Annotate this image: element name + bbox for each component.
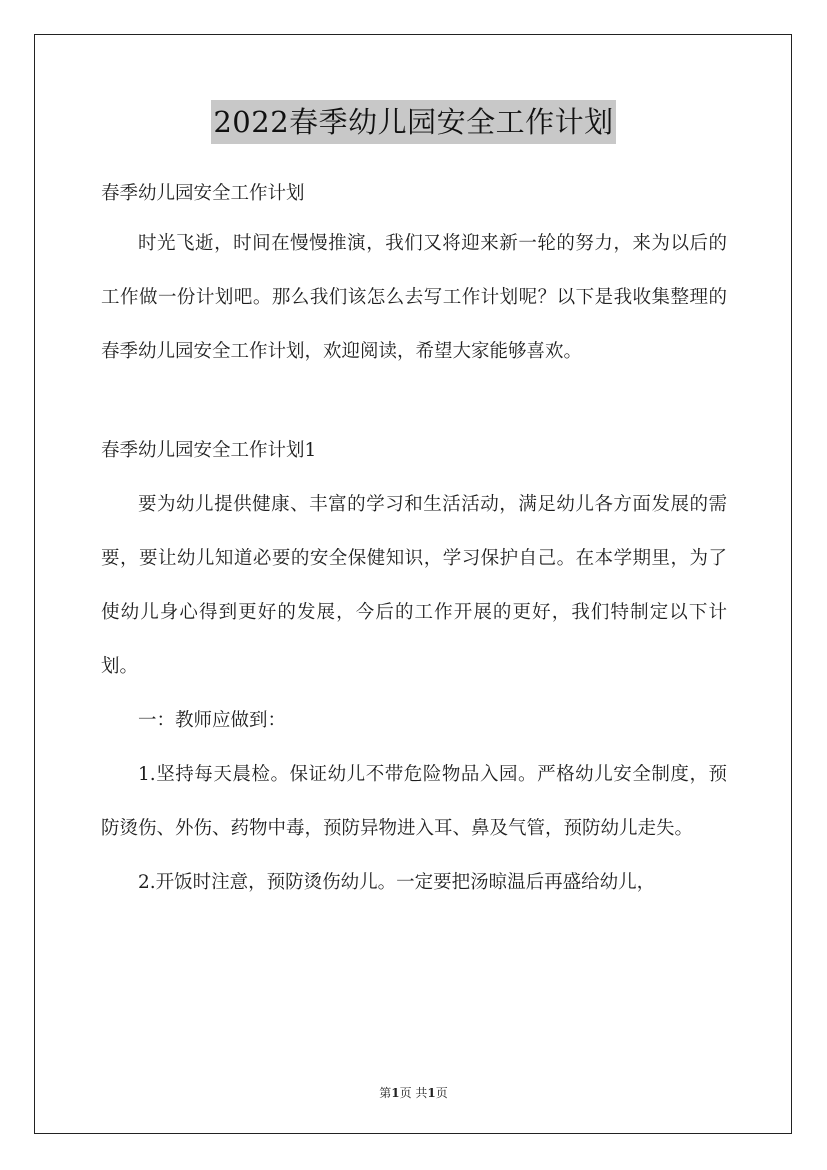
section-gap [101,379,727,424]
title-container [0,100,827,144]
page-prefix: 第 [379,1086,392,1100]
page-suffix: 页 [435,1086,448,1100]
document-title: 2022春季幼儿园安全工作计划 [211,100,615,144]
page-footer [0,1084,827,1101]
list-item: 2.开饭时注意，预防烫伤幼儿。一定要把汤晾温后再盛给幼儿， [138,872,656,893]
point-heading: 一：教师应做到： [138,710,287,731]
current-page-number: 1 [391,1086,400,1100]
page-mid: 页 共 [399,1086,428,1100]
intro-paragraph: 时光飞逝，时间在慢慢推演，我们又将迎来新一轮的努力，来为以后的工作做一份计划吧。那么我们该怎么去写工作计划呢？以下是我收集整理的春季幼儿园安全工作计划，欢迎阅读，希望大家能够喜欢。 [101,233,727,362]
total-page-number: 1 [427,1086,436,1100]
document-body [101,171,727,910]
list-item: 1.坚持每天晨检。保证幼儿不带危险物品入园。严格幼儿安全制度，预防烫伤、外伤、药物中毒，预防异物进入耳、鼻及气管，预防幼儿走失。 [101,764,727,839]
section-heading: 春季幼儿园安全工作计划1 [101,440,317,461]
section-paragraph: 要为幼儿提供健康、丰富的学习和生活活动，满足幼儿各方面发展的需要，要让幼儿知道必要的安全保健知识，学习保护自己。在本学期里，为了使幼儿身心得到更好的发展，今后的工作开展的更好，我们特制定以下计划。 [101,494,727,677]
document-subtitle: 春季幼儿园安全工作计划 [101,183,305,204]
